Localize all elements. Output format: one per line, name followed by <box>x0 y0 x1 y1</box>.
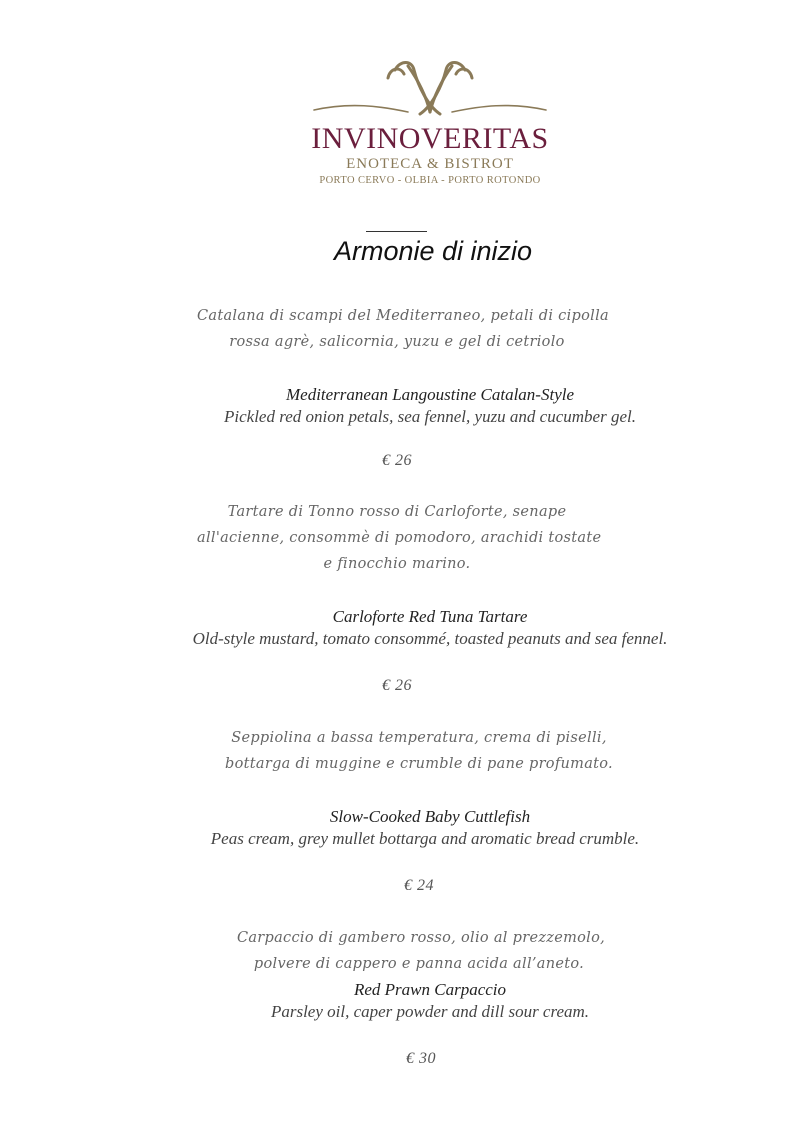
brand-locations: PORTO CERVO - OLBIA - PORTO ROTONDO <box>319 175 541 186</box>
dish-3-it-line-1: Seppiolina a bassa temperatura, crema di piselli, <box>231 730 607 746</box>
dish-2-price: € 26 <box>382 677 412 694</box>
dish-4-en-desc: Parsley oil, caper powder and dill sour cream. <box>270 1002 590 1021</box>
dish-1-it-line-1: Catalana di scampi del Mediterraneo, petali di cipolla <box>197 308 609 324</box>
restaurant-logo <box>300 56 560 191</box>
brand-subtitle: ENOTECA & BISTROT <box>346 156 514 172</box>
dish-4-en-name: Red Prawn Carpaccio <box>353 980 507 999</box>
dish-4-it-line-1: Carpaccio di gambero rosso, olio al prezzemolo, <box>236 930 606 946</box>
title-divider <box>366 231 427 232</box>
dish-3-price: € 24 <box>404 877 434 894</box>
dish-3-it-line-2: bottarga di muggine e crumble di pane profumato. <box>225 756 613 772</box>
dish-3-en-name: Slow-Cooked Baby Cuttlefish <box>329 807 531 826</box>
dish-2-it-line-3: e finocchio marino. <box>323 556 471 572</box>
dish-4-price: € 30 <box>406 1050 436 1067</box>
dish-1-price: € 26 <box>382 452 412 469</box>
dish-2-en-name: Carloforte Red Tuna Tartare <box>332 607 528 626</box>
logo-emblem-icon <box>300 56 560 122</box>
dish-1-it-line-2: rossa agrè, salicornia, yuzu e gel di cetriolo <box>229 334 565 350</box>
dish-4-it-line-2: polvere di cappero e panna acida all’aneto. <box>253 956 585 972</box>
dish-2-it-line-1: Tartare di Tonno rosso di Carloforte, senape <box>227 504 567 520</box>
section-title: Armonie di inizio <box>333 236 533 266</box>
dish-1-en-name: Mediterranean Langoustine Catalan-Style <box>285 385 575 404</box>
dish-2-en-desc: Old-style mustard, tomato consommé, toasted peanuts and sea fennel. <box>192 629 668 648</box>
brand-name: INVINOVERITAS <box>311 122 549 155</box>
dish-1-en-desc: Pickled red onion petals, sea fennel, yuzu and cucumber gel. <box>224 407 636 426</box>
dish-3-en-desc: Peas cream, grey mullet bottarga and aromatic bread crumble. <box>210 829 640 848</box>
dish-2-it-line-2: all'acienne, consommè di pomodoro, arachidi tostate <box>197 530 602 546</box>
